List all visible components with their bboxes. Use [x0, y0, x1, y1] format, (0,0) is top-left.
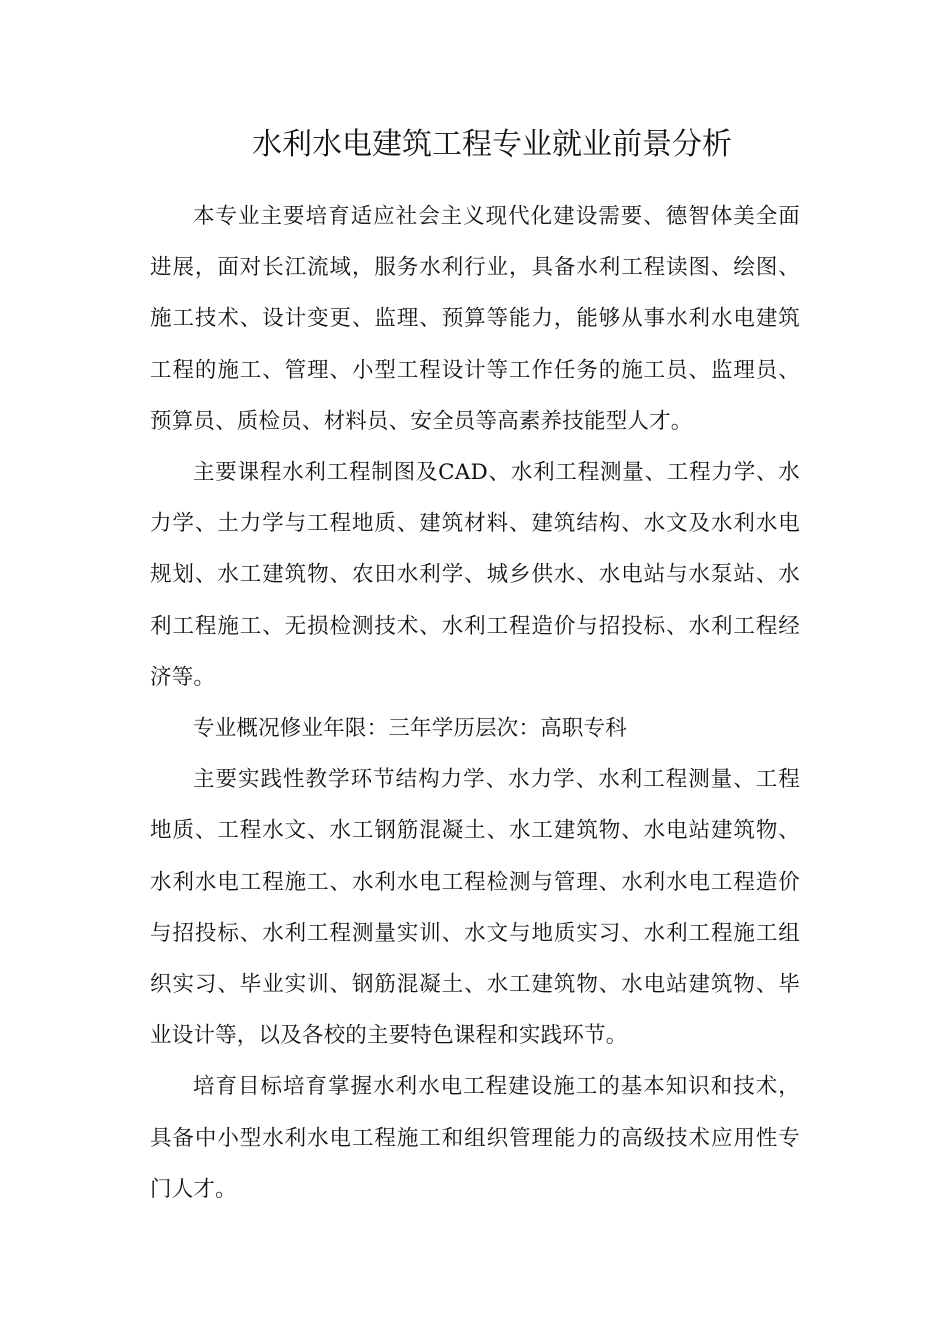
document-body — [150, 191, 800, 1215]
paragraph-program-overview: 本专业主要培育适应社会主义现代化建设需要、德智体美全面进展，面对长江流域，服务水利行业，具备水利工程读图、绘图、施工技术、设计变更、监理、预算等能力，能够从事水利水电建筑工程的施工、管理、小型工程设计等工作任务的施工员、监理员、预算员、质检员、材料员、安全员等高素养技能型人才。 — [150, 204, 800, 434]
paragraph-program-duration: 专业概况修业年限：三年学历层次：高职专科 — [193, 716, 628, 742]
paragraph-main-courses: 主要课程水利工程制图及CAD、水利工程测量、工程力学、水力学、土力学与工程地质、建筑材料、建筑结构、水文及水利水电规划、水工建筑物、农田水利学、城乡供水、水电站与水泵站、水利工程施工、无损检测技术、水利工程造价与招投标、水利工程经济等。 — [150, 460, 800, 690]
document-title: 水利水电建筑工程专业就业前景分析 — [252, 127, 732, 162]
paragraph-training-goal: 培育目标培育掌握水利水电工程建设施工的基本知识和技术，具备中小型水利水电工程施工和组织管理能力的高级技术应用性专门人才。 — [150, 1074, 800, 1202]
paragraph-practical-teaching: 主要实践性教学环节结构力学、水力学、水利工程测量、工程地质、工程水文、水工钢筋混凝土、水工建筑物、水电站建筑物、水利水电工程施工、水利水电工程检测与管理、水利水电工程造价与招投标、水利工程测量实训、水文与地质实习、水利工程施工组织实习、毕业实训、钢筋混凝土、水工建筑物、水电站建筑物、毕业设计等，以及各校的主要特色课程和实践环节。 — [150, 767, 800, 1049]
